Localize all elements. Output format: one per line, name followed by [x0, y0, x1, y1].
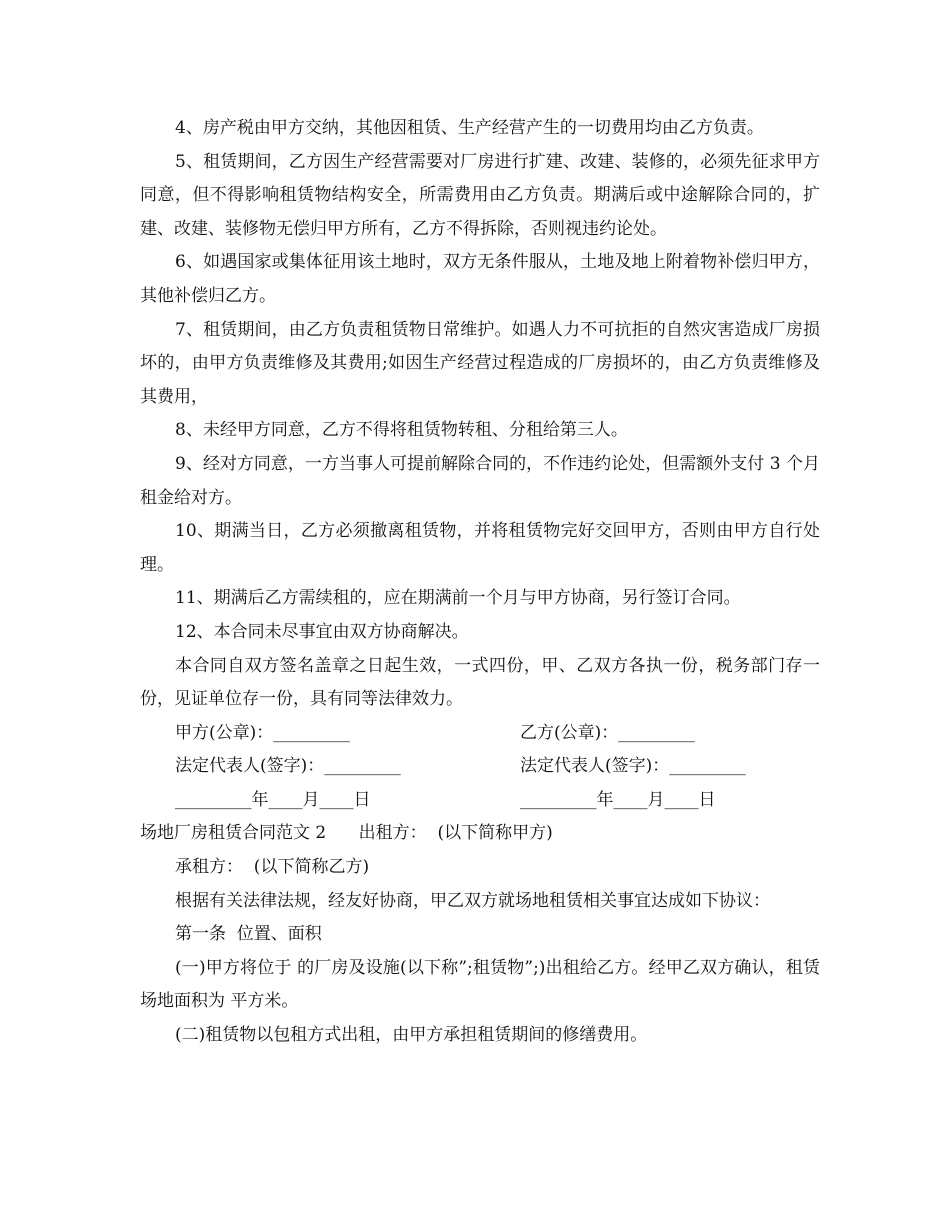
effectivity-paragraph: 本合同自双方签名盖章之日起生效，一式四份，甲、乙双方各执一份，税务部门存一份，见证单位存一份，具有同等法律效力。: [140, 655, 820, 710]
clause-5: 5、租赁期间，乙方因生产经营需要对厂房进行扩建、改建、装修的，必须先征求甲方同意，但不得影响租赁物结构安全，所需费用由乙方负责。期满后或中途解除合同的，扩建、改建、装修物无偿归甲方所有，乙方不得拆除，否则视违约论处。: [140, 151, 820, 239]
signature-row-representative: [140, 750, 820, 784]
clause-12: 12、本合同未尽事宜由双方协商解决。: [175, 621, 469, 642]
party-a-date-field: _________年____月____日: [175, 789, 371, 810]
document-body: [140, 112, 820, 1053]
preamble-paragraph: 根据有关法律法规，经友好协商，甲乙双方就场地租赁相关事宜达成如下协议：: [175, 890, 770, 911]
clause-6: 6、如遇国家或集体征用该土地时，双方无条件服从，土地及地上附着物补偿归甲方，其他补偿归乙方。: [140, 252, 820, 306]
party-a-seal-field: 甲方(公章)：_________: [175, 722, 350, 743]
signature-row-seal: [140, 717, 820, 751]
party-b-representative-field: 法定代表人(签字)：_________: [520, 756, 746, 777]
article-1-heading: 第一条 位置、面积: [175, 924, 322, 945]
party-b-date-field: _________年____月____日: [520, 789, 716, 810]
party-b-seal-field: 乙方(公章)：_________: [520, 722, 695, 743]
clause-8: 8、未经甲方同意，乙方不得将租赁物转租、分租给第三人。: [175, 420, 628, 441]
clause-9: 9、经对方同意，一方当事人可提前解除合同的，不作违约论处，但需额外支付 3 个月租金给对方。: [140, 453, 820, 508]
signature-row-date: [140, 784, 820, 818]
party-a-representative-field: 法定代表人(签字)：_________: [175, 756, 401, 777]
clause-10: 10、期满当日，乙方必须撤离租赁物，并将租赁物完好交回甲方，否则由甲方自行处理。: [140, 521, 820, 575]
clause-11: 11、期满后乙方需续租的，应在期满前一个月与甲方协商，另行签订合同。: [175, 588, 741, 609]
clause-7: 7、租赁期间，由乙方负责租赁物日常维护。如遇人力不可抗拒的自然灾害造成厂房损坏的，由甲方负责维修及其费用;如因生产经营过程造成的厂房损坏的，由乙方负责维修及其费用，: [140, 319, 820, 407]
lessee-line: 承租方： (以下简称乙方): [175, 857, 370, 878]
contract-2-heading: 场地厂房租赁合同范文 2 出租方： (以下简称甲方): [140, 823, 553, 844]
clause-4: 4、房产税由甲方交纳，其他因租赁、生产经营产生的一切费用均由乙方负责。: [175, 118, 764, 138]
article-1-item-1: (一)甲方将位于 的厂房及设施(以下称”;租赁物”;)出租给乙方。经甲乙双方确认，租赁场地面积为 平方米。: [140, 957, 820, 1012]
article-1-item-2: (二)租赁物以包租方式出租，由甲方承担租赁期间的修缮费用。: [175, 1025, 648, 1046]
